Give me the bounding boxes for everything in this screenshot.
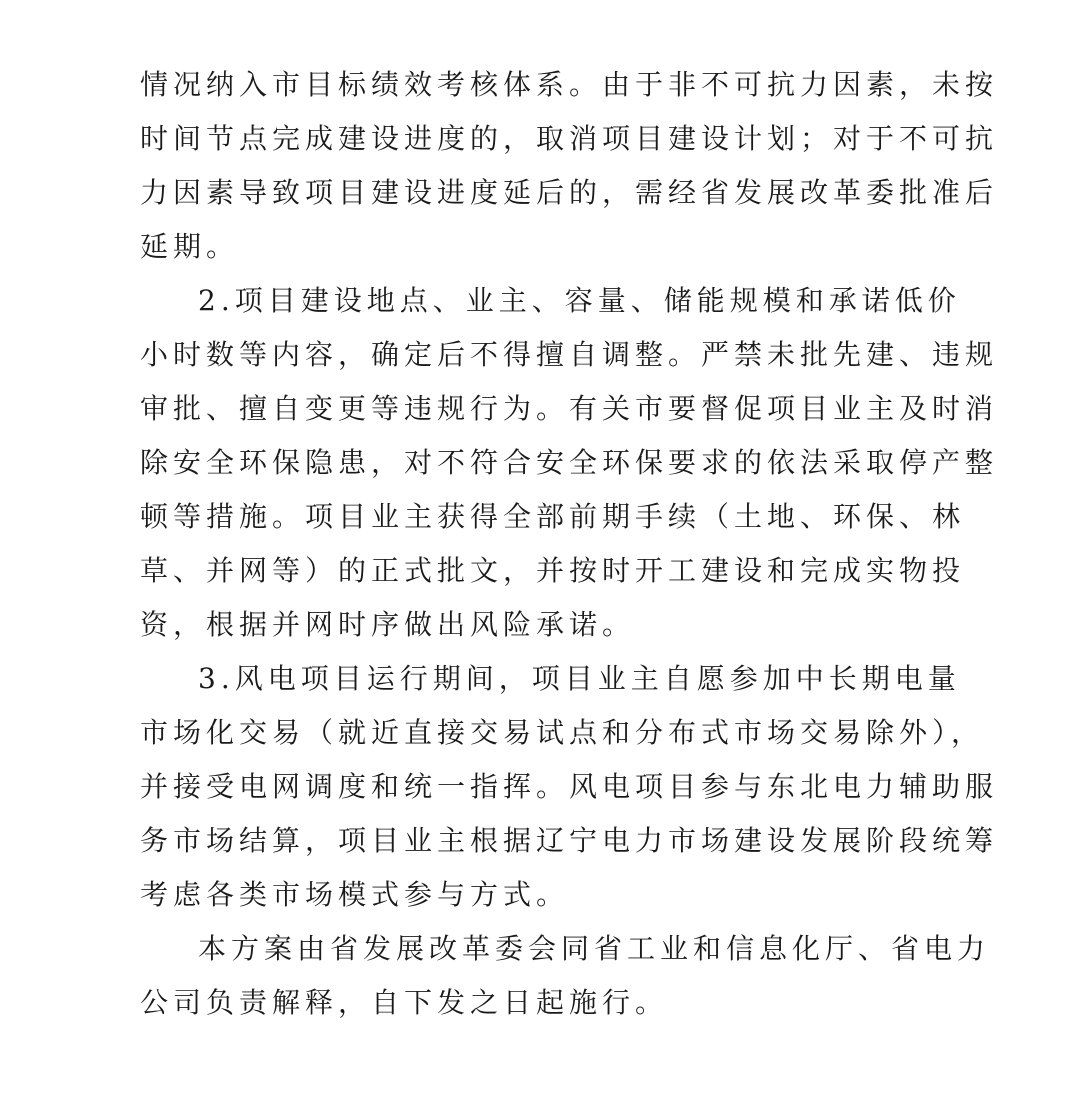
paragraph-item-2 [140, 274, 999, 652]
paragraph-closing [140, 922, 991, 1030]
text-line: 情况纳入市目标绩效考核体系。由于非不可抗力因素，未按 [140, 68, 999, 101]
text-line: 务市场结算，项目业主根据辽宁电力市场建设发展阶段统筹 [140, 824, 999, 857]
text-line: 本方案由省发展改革委会同省工业和信息化厅、省电力 [198, 932, 991, 965]
text-line: 并接受电网调度和统一指挥。风电项目参与东北电力辅助服 [140, 770, 999, 803]
text-line: 除安全环保隐患，对不符合安全环保要求的依法采取停产整 [140, 446, 999, 479]
text-line: 草、并网等）的正式批文，并按时开工建设和完成实物投 [140, 554, 966, 587]
text-line: 3.风电项目运行期间，项目业主自愿参加中长期电量 [198, 662, 961, 695]
text-line: 力因素导致项目建设进度延后的，需经省发展改革委批准后 [140, 176, 999, 209]
document-page [140, 58, 999, 1030]
text-line: 市场化交易（就近直接交易试点和分布式市场交易除外）， [140, 716, 985, 749]
text-line: 审批、擅自变更等违规行为。有关市要督促项目业主及时消 [140, 392, 999, 425]
text-line: 资，根据并网时序做出风险承诺。 [140, 608, 636, 641]
paragraph-item-3 [140, 652, 999, 922]
paragraph-continuation [140, 58, 999, 274]
text-line: 延期。 [140, 230, 240, 263]
text-line: 时间节点完成建设进度的，取消项目建设计划；对于不可抗 [140, 122, 999, 155]
text-line: 考虑各类市场模式参与方式。 [140, 878, 570, 911]
text-line: 小时数等内容，确定后不得擅自调整。严禁未批先建、违规 [140, 338, 999, 371]
text-line: 公司负责解释，自下发之日起施行。 [140, 986, 669, 1019]
text-line: 2.项目建设地点、业主、容量、储能规模和承诺低价 [198, 284, 961, 317]
text-line: 顿等措施。项目业主获得全部前期手续（土地、环保、林 [140, 500, 966, 533]
